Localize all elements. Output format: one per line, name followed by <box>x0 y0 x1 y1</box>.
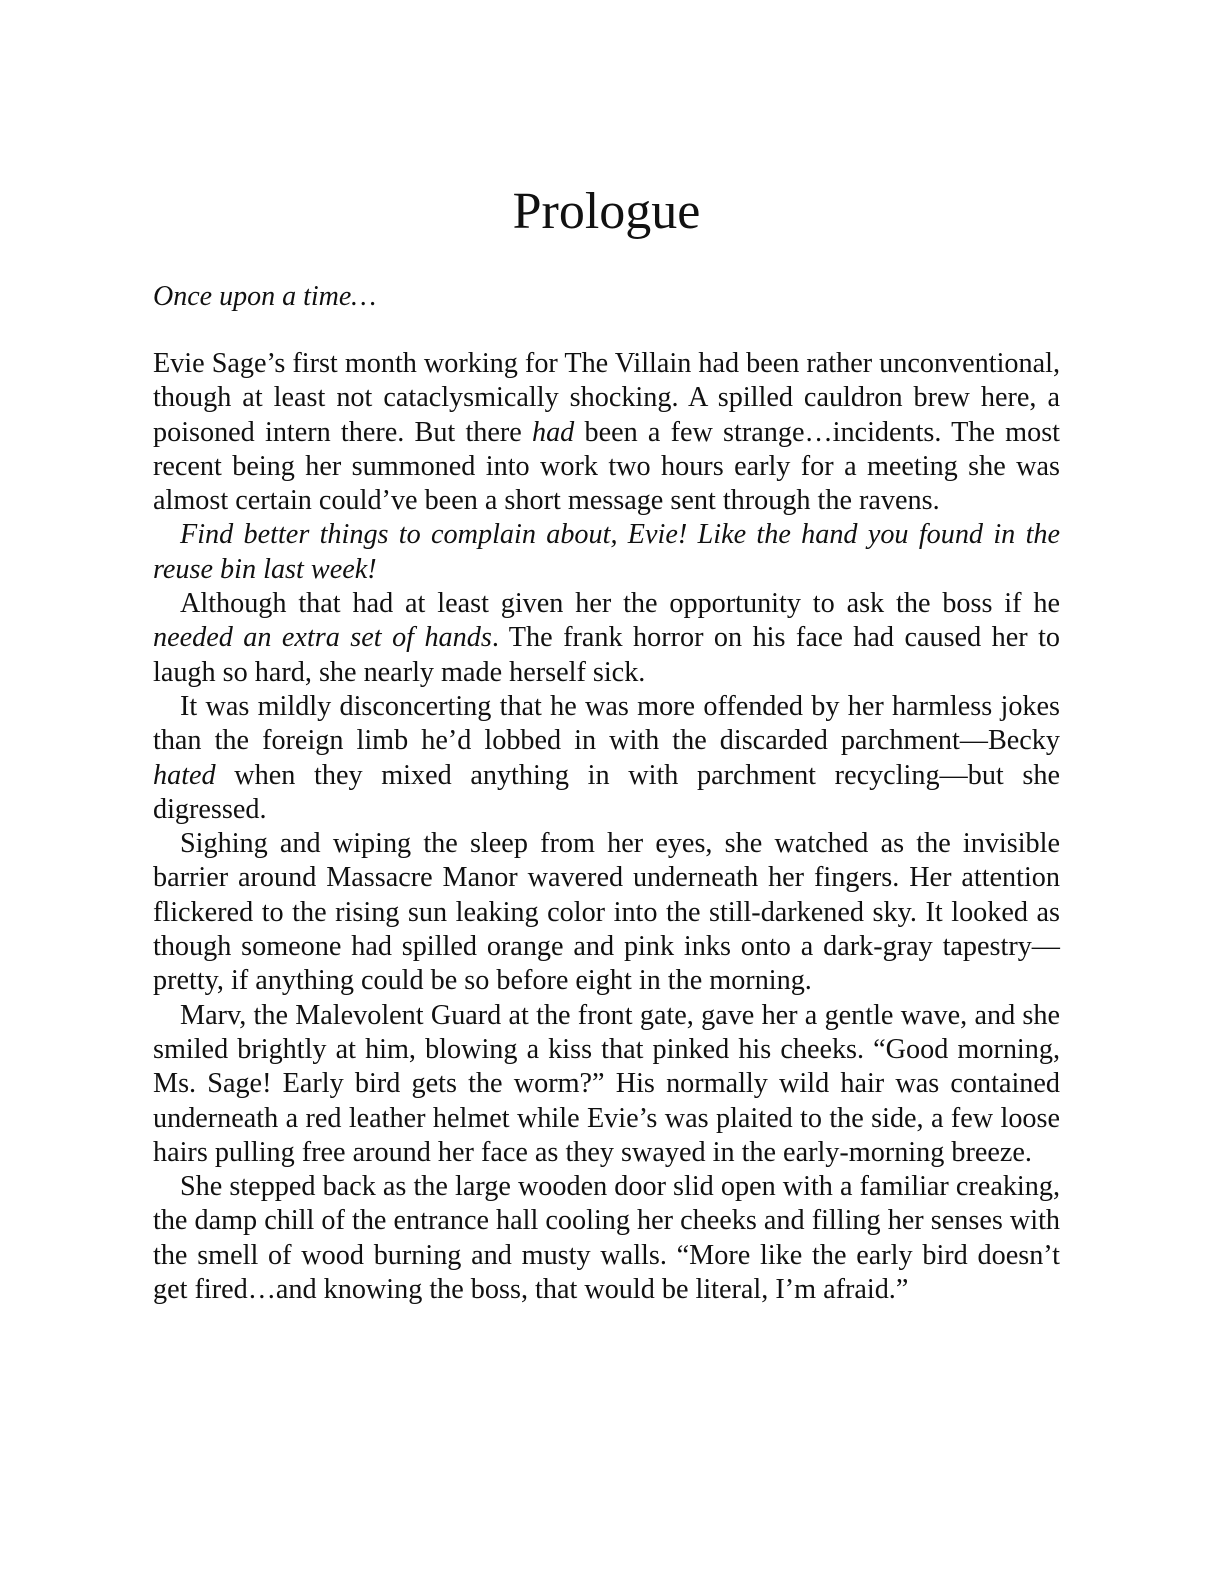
text-run: been a few strange…incidents. The most recent being her summoned into work two hours early for a meeting she was almost certain could’ve been a short message sent through the ravens. <box>153 416 1060 517</box>
text-run: Evie Sage’s first month working for The Villain had been rather unconventional, though at least not cataclysmically shocking. A spilled cauldron brew here, a poisoned intern there. But there <box>153 348 1060 448</box>
paragraph <box>153 1170 1060 1307</box>
italic-text: had <box>531 416 575 448</box>
paragraph <box>153 587 1060 690</box>
body-text <box>153 347 1060 1307</box>
text-run: . The frank horror on his face had caused her to laugh so hard, she nearly made herself sick. <box>153 622 1060 688</box>
text-run: Marv, the Malevolent Guard at the front gate, gave her a gentle wave, and she smiled brightly at him, blowing a kiss that pinked his cheeks. “Good morning, Ms. Sage! Early bird gets the worm?” His normally wild hair was contained underneath a red leather helmet while Evie’s was plaited to the side, a few loose hairs pulling free around her face as they swayed in the early-morning breeze. <box>153 999 1060 1168</box>
paragraph <box>153 999 1060 1170</box>
text-run: Although that had at least given her the opportunity to ask the boss if he <box>180 588 1060 620</box>
italic-text: needed an extra set of hands <box>153 622 492 654</box>
paragraph <box>153 518 1060 587</box>
text-run: when they mixed anything in with parchment recycling—but she digressed. <box>153 759 1060 825</box>
paragraph <box>153 827 1060 998</box>
chapter-title: Prologue <box>512 183 701 240</box>
italic-text: Find better things to complain about, Evie! Like the hand you found in the reuse bin last week! <box>153 519 1060 585</box>
epigraph: Once upon a time… <box>153 281 377 312</box>
paragraph <box>153 347 1060 518</box>
italic-text: hated <box>153 759 216 791</box>
text-run: It was mildly disconcerting that he was more offended by her harmless jokes than the foreign limb he’d lobbed in with the discarded parchment—Becky <box>153 690 1060 757</box>
paragraph <box>153 690 1060 827</box>
text-run: Sighing and wiping the sleep from her eyes, she watched as the invisible barrier around Massacre Manor wavered underneath her fingers. Her attention flickered to the rising sun leaking color into the still-darkened sky. It looked as though someone had spilled orange and pink inks onto a dark-gray tapestry—pretty, if anything could be so before eight in the morning. <box>153 828 1060 997</box>
text-run: She stepped back as the large wooden door slid open with a familiar creaking, the damp chill of the entrance hall cooling her cheeks and filling her senses with the smell of wood burning and musty walls. “More like the early bird doesn’t get fired…and knowing the boss, that would be literal, I’m afraid.” <box>153 1171 1060 1306</box>
